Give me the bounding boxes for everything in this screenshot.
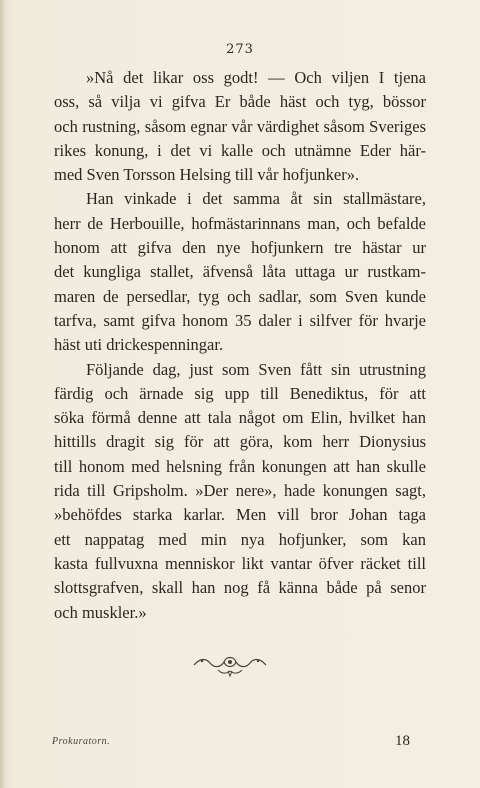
text-line: ett nappatag med min nya hofjunker, som kan: [54, 529, 426, 549]
text-line: oss, så vilja vi gifva Er både häst och tyg, bössor: [54, 92, 426, 112]
text-line: Han vinkade i det samma åt sin stallmästare,: [86, 189, 426, 209]
page-number: 273: [226, 42, 254, 57]
printer-signature: Prokuratorn.: [52, 736, 111, 747]
text-line: och rustning, såsom egnar vår värdighet såsom Sveriges: [54, 116, 426, 136]
text-line: slottsgrafven, skall han nog få känna både på senor: [54, 578, 426, 598]
text-line: det kungliga stallet, äfvenså låta uttaga ur rustkam-: [54, 262, 426, 282]
text-line: hittills dragit sig för att göra, kom herr Dionysius: [54, 432, 426, 452]
text-line: rida till Gripsholm. »Der nere», hade konungen sagt,: [54, 481, 426, 501]
text-line: »behöfdes starka karlar. Men vill bror Johan taga: [54, 505, 426, 525]
text-line: maren de persedlar, tyg och sadlar, som Sven kunde: [54, 286, 426, 306]
text-line: färdig och ärnade sig upp till Benediktus, för att: [54, 383, 426, 403]
text-line: »Nå det likar oss godt! — Och viljen I tjena: [86, 68, 426, 87]
text-line: herr de Herbouille, hofmästarinnans man, och befalde: [54, 213, 426, 233]
page-spine-shadow: [0, 0, 6, 788]
text-line: häst uti drickespenningar.: [54, 335, 224, 355]
text-line: honom att gifva den nye hofjunkern tre hästar ur: [54, 238, 426, 258]
text-line: söka förmå denne att tala något om Elin, hvilket han: [54, 408, 426, 428]
sheet-number: 18: [395, 733, 410, 749]
text-line: till honom med helsning från konungen att han skulle: [54, 456, 426, 476]
text-line: tarfva, samt gifva honom 35 daler i silfver för hvarje: [54, 310, 426, 330]
text-line: kasta fullvuxna menniskor likt vantar öfver räcket till: [54, 553, 426, 573]
text-line: med Sven Torsson Helsing till vår hofjunker».: [54, 165, 360, 185]
text-line: Följande dag, just som Sven fått sin utrustning: [86, 359, 426, 379]
text-line: och muskler.»: [54, 602, 147, 622]
floral-ornament-icon: [190, 652, 270, 678]
body-text: [54, 66, 426, 625]
text-line: rikes konung, i det vi kalle och utnämne Eder här-: [54, 140, 426, 160]
